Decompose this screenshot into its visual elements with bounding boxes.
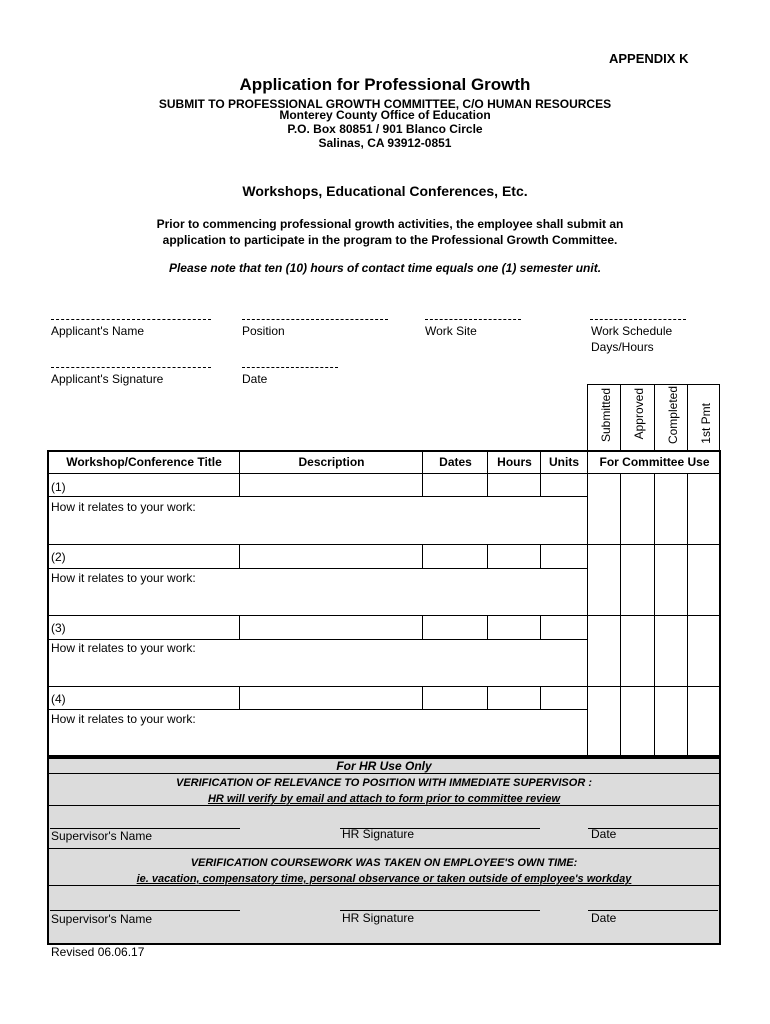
org-name: Monterey County Office of Education <box>279 108 491 122</box>
hr-signature-label-1: HR Signature <box>342 827 415 841</box>
row-4-relates[interactable]: How it relates to your work: <box>51 712 196 726</box>
committee-header-approved <box>620 384 655 451</box>
row-4-number[interactable]: (4) <box>51 692 66 706</box>
header-dates: Dates <box>439 455 472 469</box>
section-title: Workshops, Educational Conferences, Etc. <box>242 183 528 199</box>
appendix-label: APPENDIX K <box>609 51 689 66</box>
date-label-1: Date <box>591 827 617 841</box>
contact-time-note: Please note that ten (10) hours of contact time equals one (1) semester unit. <box>168 261 602 275</box>
position-line[interactable] <box>242 319 388 320</box>
verif1-sub: HR will verify by email and attach to form prior to committee review <box>207 793 561 805</box>
verif1-title: VERIFICATION OF RELEVANCE TO POSITION WITH IMMEDIATE SUPERVISOR : <box>176 777 592 789</box>
committee-header-first-payment <box>687 384 720 451</box>
committee-col-label: Completed <box>666 386 680 445</box>
days-hours-label: Days/Hours <box>591 340 654 354</box>
date-line[interactable] <box>242 367 338 368</box>
work-schedule-line[interactable] <box>590 319 686 320</box>
address-line-2: Salinas, CA 93912-0851 <box>318 136 452 150</box>
supervisor-signature-line-2[interactable] <box>50 910 240 911</box>
applicant-signature-label: Applicant's Signature <box>51 372 164 386</box>
position-label: Position <box>242 324 285 338</box>
verif2-sub: ie. vacation, compensatory time, personal observance or taken outside of employee's workday <box>136 873 632 885</box>
revised-date: Revised 06.06.17 <box>51 945 145 959</box>
hr-title: For HR Use Only <box>336 759 432 773</box>
work-site-line[interactable] <box>425 319 521 320</box>
applicant-name-label: Applicant's Name <box>51 324 144 338</box>
work-site-label: Work Site <box>425 324 477 338</box>
form-title: Application for Professional Growth <box>239 75 531 94</box>
intro-line-2: application to participate in the program to the Professional Growth Committee. <box>162 233 618 247</box>
applicant-name-line[interactable] <box>51 319 211 320</box>
applicant-signature-line[interactable] <box>51 367 211 368</box>
address-line-1: P.O. Box 80851 / 901 Blanco Circle <box>287 122 483 136</box>
date-label-2: Date <box>591 911 617 925</box>
committee-header-completed <box>654 384 688 451</box>
committee-col-label: Submitted <box>599 388 613 443</box>
row-2-number[interactable]: (2) <box>51 550 66 564</box>
header-units: Units <box>549 455 579 469</box>
committee-header-submitted <box>587 384 621 451</box>
row-1-number[interactable]: (1) <box>51 480 66 494</box>
work-schedule-label: Work Schedule <box>591 324 673 338</box>
submit-line: SUBMIT TO PROFESSIONAL GROWTH COMMITTEE, C/O HUMAN RESOURCES <box>158 97 612 111</box>
row-1-relates[interactable]: How it relates to your work: <box>51 500 196 514</box>
supervisor-name-label-2: Supervisor's Name <box>51 912 152 926</box>
row-3-relates[interactable]: How it relates to your work: <box>51 641 196 655</box>
supervisor-name-label-1: Supervisor's Name <box>51 829 152 843</box>
verif2-title: VERIFICATION COURSEWORK WAS TAKEN ON EMPLOYEE'S OWN TIME: <box>190 857 578 869</box>
header-committee: For Committee Use <box>599 455 710 469</box>
header-title: Workshop/Conference Title <box>66 455 222 469</box>
row-2-relates[interactable]: How it relates to your work: <box>51 571 196 585</box>
header-hours: Hours <box>497 455 532 469</box>
intro-line-1: Prior to commencing professional growth activities, the employee shall submit an <box>156 217 624 231</box>
committee-col-label: 1st Pmt <box>699 403 713 444</box>
date-label: Date <box>242 372 268 386</box>
header-description: Description <box>298 455 365 469</box>
hr-signature-label-2: HR Signature <box>342 911 415 925</box>
row-3-number[interactable]: (3) <box>51 621 66 635</box>
committee-col-label: Approved <box>632 388 646 440</box>
